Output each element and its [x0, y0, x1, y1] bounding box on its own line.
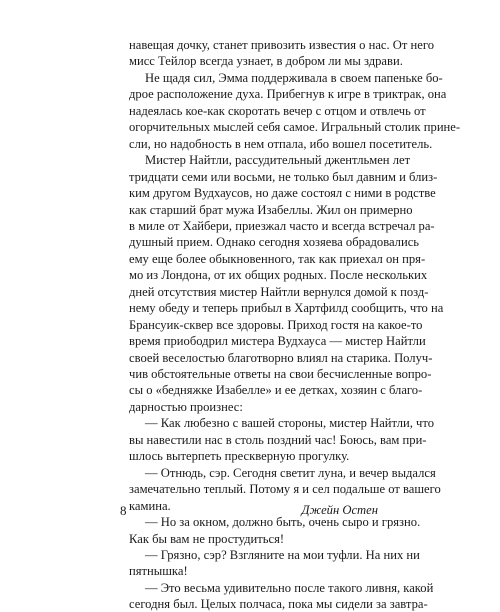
text-line: — Отнюдь, сэр. Сегодня светит луна, и вечер выдался	[145, 465, 436, 480]
text-line: Не щадя сил, Эмма поддерживала в своем папеньке бо-	[145, 70, 443, 85]
text-line: шлось вытерпеть прескверную прогулку.	[129, 449, 350, 464]
text-line: — Это весьма удивительно после такого ливня, какой	[145, 580, 434, 595]
text-line: ким другом Вудхаусов, но даже состоял с ними в родстве	[129, 186, 436, 201]
text-line: чив обстоятельные ответы на свои бесчисленные вопро-	[129, 367, 432, 381]
text-line: сы о «бедняжке Изабелле» и ее детках, хозяин с благо-	[129, 383, 423, 398]
text-line: сегодня был. Целых полчаса, пока мы сидели за завтра-	[129, 597, 428, 612]
text-line: ему еще более обыкновенного, так как приехал он пря-	[129, 251, 426, 266]
text-line: — Как любезно с вашей стороны, мистер Найтли, что	[145, 416, 435, 431]
text-line: навещая дочку, станет привозить известия о нас. От него	[129, 38, 435, 52]
text-line: — Но за окном, должно быть, очень сыро и грязно.	[145, 515, 421, 530]
text-line: в миле от Хайбери, приезжал часто и всегда встречал ра-	[129, 218, 435, 233]
running-author: Джейн Остен	[301, 503, 378, 517]
text-line: тридцати семи или восьми, не только был давним и близ-	[129, 169, 438, 184]
text-line: дрое расположение духа. Прибегнув к игре в триктрак, она	[129, 87, 447, 102]
text-line: мисс Тейлор всегда узнает, в добром ли мы здрави.	[129, 54, 403, 69]
text-line: Мистер Найтли, рассудительный джентльмен лет	[145, 153, 411, 168]
text-line: дней отсутствия мистер Найтли вернулся домой к позд-	[129, 284, 429, 299]
text-line: нему обеду и теперь прибыл в Хартфилд сообщить, что на	[129, 301, 444, 316]
text-line: дарностью произнес:	[129, 399, 243, 414]
text-line: надеялась кое-как скоротать вечер с отцом и отвлечь от	[129, 103, 426, 118]
text-line: пятнышка!	[129, 564, 188, 579]
text-line: мо из Лондона, от их общих родных. После нескольких	[129, 268, 428, 283]
text-line: замечательно теплый. Потому я и сел подальше от вашего	[129, 482, 441, 497]
text-line: камина.	[129, 498, 171, 513]
text-line: своей веселостью благотворно влиял на старика. Получ-	[129, 350, 433, 365]
page-number: 8	[120, 503, 127, 518]
text-line: как старший брат мужа Изабеллы. Жил он примерно	[129, 202, 413, 217]
text-line: душный прием. Однако сегодня хозяева обрадовались	[129, 235, 420, 250]
text-line: сли, но надобность в нем отпала, ибо вошел посетитель.	[129, 136, 433, 151]
text-line: огорчительных мыслей себя самое. Игральный столик прине-	[129, 120, 461, 135]
text-line: Брансуик-сквер все здоровы. Приход гостя на какое-то	[129, 317, 423, 332]
text-line: Как бы вам не простудиться!	[129, 531, 285, 546]
text-line: — Грязно, сэр? Взгляните на мои туфли. На них ни	[145, 547, 420, 562]
text-line: вы навестили нас в столь поздний час! Боюсь, вам при-	[129, 432, 427, 447]
text-line: время приободрил мистера Вудхауса — мистер Найтли	[129, 334, 426, 349]
